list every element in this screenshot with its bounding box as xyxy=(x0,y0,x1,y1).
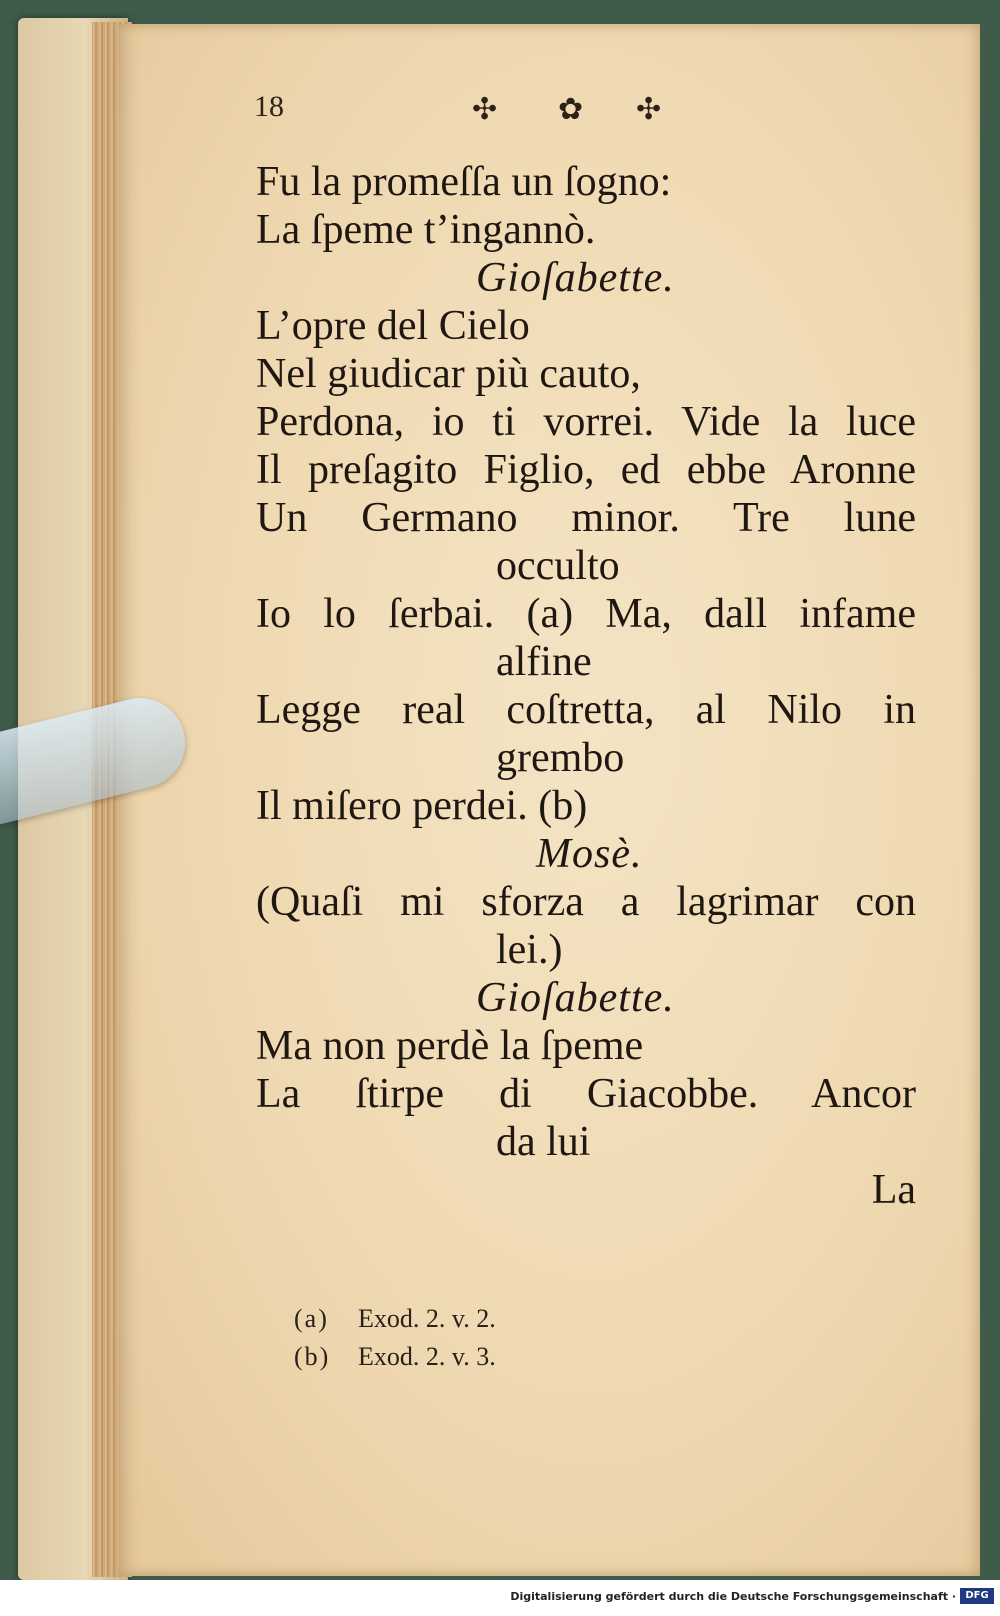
speaker-name: Mosè. xyxy=(536,831,643,877)
footnote-marker: (b) xyxy=(294,1342,331,1371)
footer-credit: Digitalisierung gefördert durch die Deutsche Forschungsgemeinschaft · xyxy=(510,1590,956,1603)
verse-line: alfine xyxy=(496,639,592,685)
verse-line: Fu la promeſſa un ſogno: xyxy=(256,159,672,205)
verse-line: L’opre del Cielo xyxy=(256,303,530,349)
verse-line: occulto xyxy=(496,543,620,589)
footnote-marker: (a) xyxy=(294,1304,329,1333)
speaker-name: Gioſabette. xyxy=(476,255,675,301)
footnote xyxy=(294,1300,496,1338)
verse-line: (Quaſi mi sforza a lagrimar con xyxy=(256,879,916,925)
digitization-footer xyxy=(0,1580,1000,1616)
page-header xyxy=(254,86,914,136)
verse-line: La ſpeme t’ingannò. xyxy=(256,207,596,253)
footnote xyxy=(294,1338,496,1376)
footnote-text: Exod. 2. v. 2. xyxy=(358,1304,496,1333)
verse-line: da lui xyxy=(496,1119,591,1165)
verse-line: grembo xyxy=(496,735,625,781)
footnote-text: Exod. 2. v. 3. xyxy=(358,1342,496,1371)
verse-line: Un Germano minor. Tre lune xyxy=(256,495,916,541)
verse-line: Il preſagito Figlio, ed ebbe Aronne xyxy=(256,447,916,493)
ornament-center-icon: ✿ xyxy=(558,92,584,127)
ornament-right-icon: ✣ xyxy=(636,92,662,127)
libretto-text xyxy=(256,158,916,1214)
page-number: 18 xyxy=(254,90,284,123)
footnotes xyxy=(294,1300,496,1376)
verse-line: Perdona, io ti vorrei. Vide la luce xyxy=(256,399,916,445)
verse-line: Il miſero perdei. (b) xyxy=(256,783,588,829)
catchword: La xyxy=(871,1167,916,1213)
verse-line: Nel giudicar più cauto, xyxy=(256,351,641,397)
dfg-logo: DFG xyxy=(960,1588,994,1604)
verse-line: lei.) xyxy=(496,927,563,973)
speaker-name: Gioſabette. xyxy=(476,975,675,1021)
ornament-left-icon: ✣ xyxy=(472,92,498,127)
verse-line: Legge real coſtretta, al Nilo in xyxy=(256,687,916,733)
verse-line: Io lo ſerbai. (a) Ma, dall infame xyxy=(256,591,916,637)
verse-line: La ſtirpe di Giacobbe. Ancor xyxy=(256,1071,916,1117)
verse-line: Ma non perdè la ſpeme xyxy=(256,1023,644,1069)
